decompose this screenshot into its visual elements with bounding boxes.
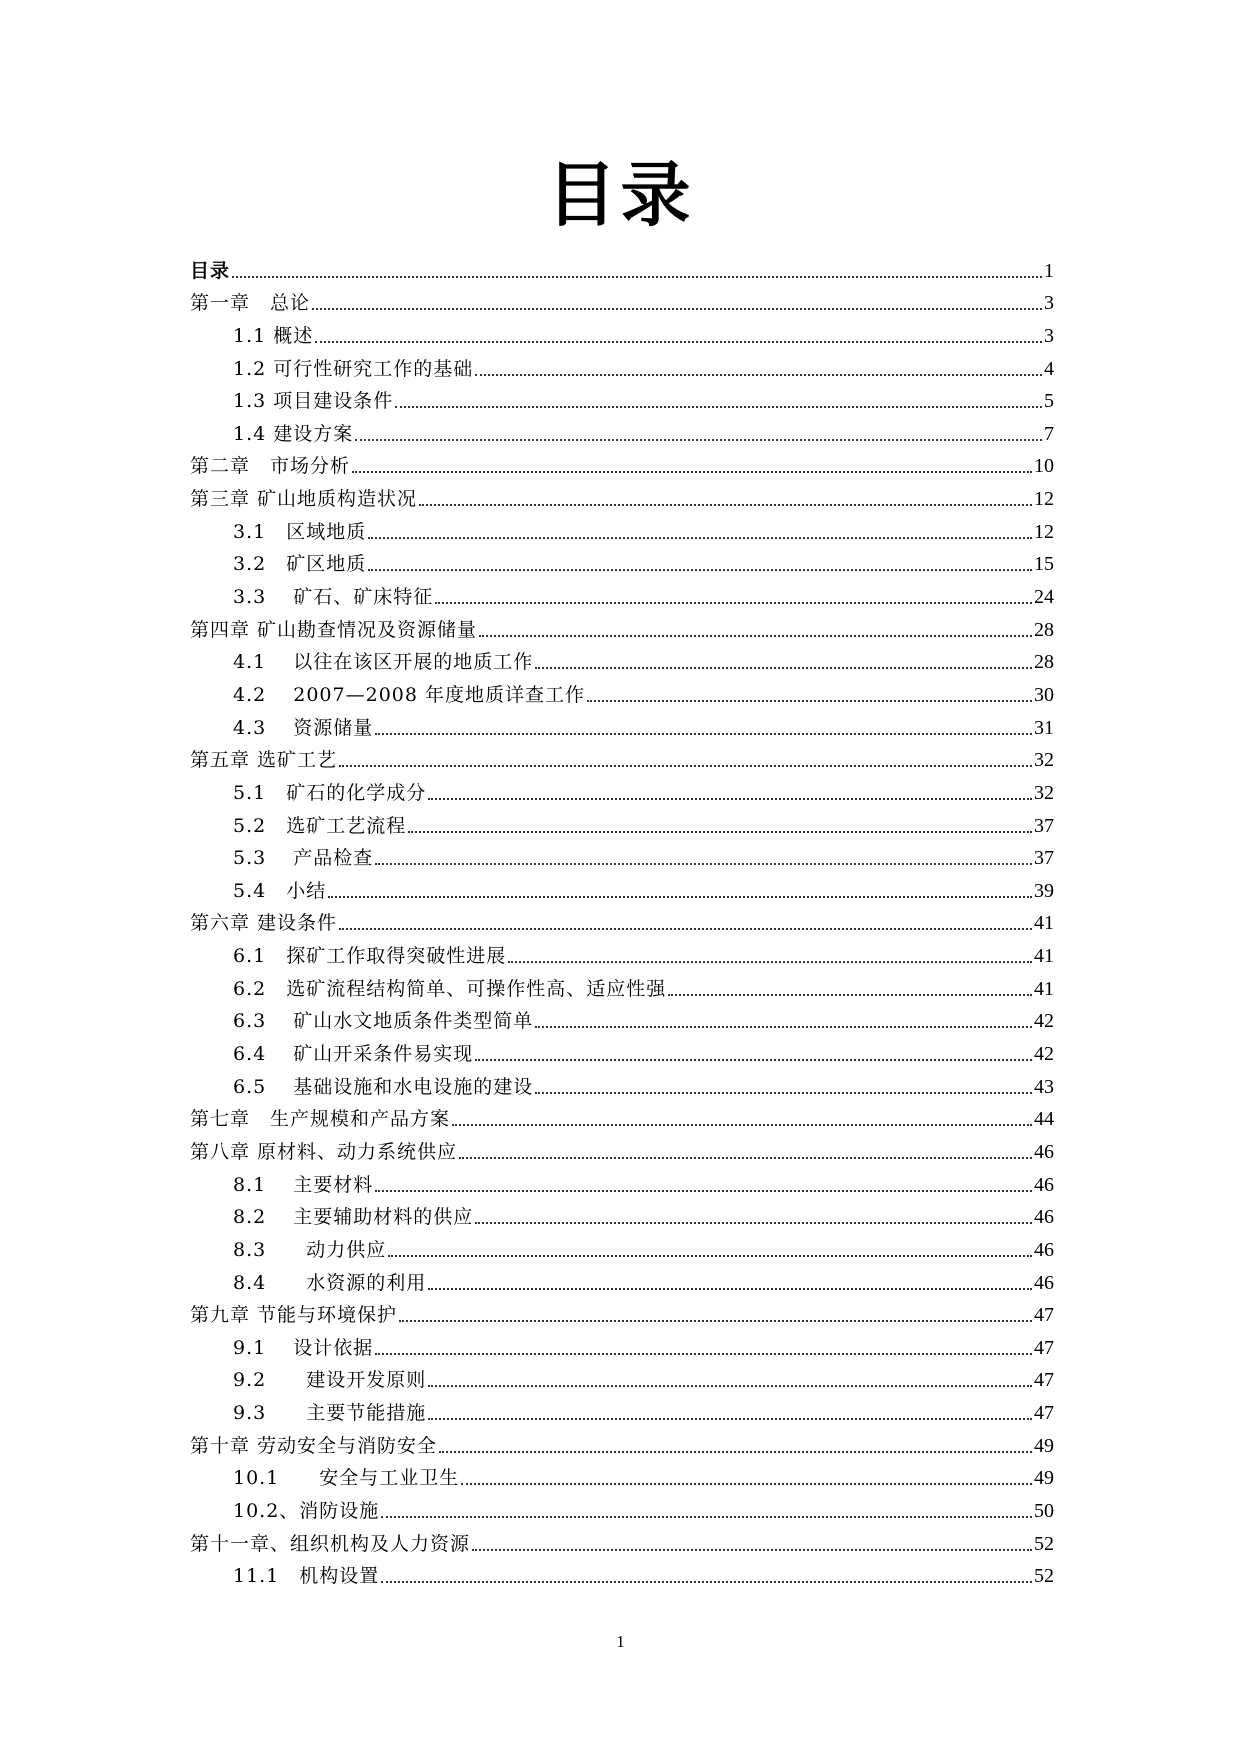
dot-leader: [535, 1092, 1032, 1094]
toc-entry-page-number: 47: [1034, 1304, 1054, 1327]
dot-leader: [339, 928, 1032, 930]
toc-entry[interactable]: [190, 1068, 1054, 1101]
toc-entry-page-number: 42: [1034, 1043, 1054, 1066]
toc-entry-label: 8.2 主要辅助材料的供应: [233, 1206, 474, 1229]
toc-entry-label: 第一章 总论: [190, 292, 311, 315]
toc-entry-label: 3.1 区域地质: [233, 520, 367, 543]
dot-leader: [375, 863, 1032, 865]
dot-leader: [355, 439, 1042, 441]
toc-entry-page-number: 52: [1034, 1565, 1054, 1588]
toc-entry[interactable]: [190, 1264, 1054, 1297]
toc-entry-label: 3.2 矿区地质: [233, 553, 367, 576]
toc-entry-label: 10.1 安全与工业卫生: [233, 1467, 460, 1490]
dot-leader: [381, 1516, 1032, 1518]
toc-entry-page-number: 46: [1034, 1271, 1054, 1294]
dot-leader: [475, 1222, 1032, 1224]
dot-leader: [339, 765, 1032, 767]
toc-entry-page-number: 44: [1034, 1108, 1054, 1131]
dot-leader: [419, 504, 1032, 506]
toc-entry[interactable]: [190, 1035, 1054, 1068]
toc-entry-label: 5.2 选矿工艺流程: [233, 814, 407, 837]
toc-entry-page-number: 50: [1034, 1499, 1054, 1522]
toc-entry-page-number: 12: [1034, 488, 1054, 511]
toc-entry[interactable]: [190, 644, 1054, 677]
dot-leader: [368, 569, 1032, 571]
toc-entry[interactable]: [190, 1427, 1054, 1460]
toc-entry-page-number: 47: [1034, 1402, 1054, 1425]
toc-entry[interactable]: [190, 546, 1054, 579]
toc-entry[interactable]: [190, 1460, 1054, 1493]
toc-entry[interactable]: [190, 872, 1054, 905]
toc-entry-label: 1.1 概述: [233, 324, 314, 347]
toc-entry[interactable]: [190, 774, 1054, 807]
toc-entry[interactable]: [190, 1394, 1054, 1427]
toc-entry-page-number: 7: [1044, 422, 1054, 445]
toc-entry-label: 1.2 可行性研究工作的基础: [233, 357, 474, 380]
toc-entry[interactable]: [190, 905, 1054, 938]
toc-entry-page-number: 41: [1034, 945, 1054, 968]
toc-entry-label: 第四章 矿山勘查情况及资源储量: [190, 618, 478, 641]
toc-entry[interactable]: [190, 252, 1054, 285]
dot-leader: [395, 406, 1042, 408]
toc-entry-page-number: 46: [1034, 1173, 1054, 1196]
toc-entry[interactable]: [190, 1329, 1054, 1362]
dot-leader: [479, 635, 1032, 637]
dot-leader: [508, 961, 1032, 963]
toc-entry[interactable]: [190, 1101, 1054, 1134]
toc-entry[interactable]: [190, 1003, 1054, 1036]
toc-entry[interactable]: [190, 970, 1054, 1003]
toc-entry-label: 5.4 小结: [233, 879, 327, 902]
toc-entry-label: 4.2 2007—2008 年度地质详查工作: [233, 683, 586, 706]
page-title: 目录: [546, 154, 695, 236]
dot-leader: [399, 1320, 1032, 1322]
dot-leader: [475, 374, 1042, 376]
toc-entry-label: 5.1 矿石的化学成分: [233, 781, 427, 804]
dot-leader: [312, 308, 1042, 310]
dot-leader: [352, 471, 1032, 473]
toc-entry[interactable]: [190, 1525, 1054, 1558]
toc-entry-page-number: 3: [1044, 292, 1054, 315]
toc-entry-page-number: 46: [1034, 1140, 1054, 1163]
toc-entry-label: 5.3 产品检查: [233, 847, 374, 870]
toc-entry-label: 3.3 矿石、矿床特征: [233, 586, 434, 609]
dot-leader: [428, 798, 1032, 800]
toc-entry-label: 6.1 探矿工作取得突破性进展: [233, 945, 507, 968]
toc-entry[interactable]: [190, 1231, 1054, 1264]
dot-leader: [452, 1124, 1032, 1126]
dot-leader: [535, 667, 1032, 669]
toc-entry-page-number: 32: [1034, 749, 1054, 772]
toc-entry-page-number: 37: [1034, 847, 1054, 870]
dot-leader: [428, 1418, 1032, 1420]
toc-entry[interactable]: [190, 1492, 1054, 1525]
dot-leader: [475, 1059, 1032, 1061]
dot-leader: [388, 1255, 1032, 1257]
toc-entry-label: 8.4 水资源的利用: [233, 1271, 427, 1294]
toc-entry[interactable]: [190, 350, 1054, 383]
toc-entry-page-number: 41: [1034, 977, 1054, 1000]
dot-leader: [428, 1288, 1032, 1290]
toc-entry[interactable]: [190, 1199, 1054, 1232]
toc-entry-label: 6.2 选矿流程结构简单、可操作性高、适应性强: [233, 977, 667, 1000]
dot-leader: [232, 276, 1042, 278]
toc-entry[interactable]: [190, 1297, 1054, 1330]
toc-entry-label: 第五章 选矿工艺: [190, 749, 338, 772]
toc-entry-page-number: 3: [1044, 324, 1054, 347]
dot-leader: [375, 733, 1032, 735]
toc-entry-page-number: 39: [1034, 879, 1054, 902]
toc-entry-label: 第九章 节能与环境保护: [190, 1304, 398, 1327]
toc-entry[interactable]: [190, 1362, 1054, 1395]
toc-entry[interactable]: [190, 448, 1054, 481]
toc-entry-page-number: 41: [1034, 912, 1054, 935]
dot-leader: [408, 831, 1032, 833]
table-of-contents: [190, 252, 1054, 1590]
toc-entry[interactable]: [190, 578, 1054, 611]
toc-entry[interactable]: [190, 383, 1054, 416]
dot-leader: [315, 341, 1042, 343]
toc-entry-label: 4.1 以往在该区开展的地质工作: [233, 651, 534, 674]
toc-entry-label: 第十章 劳动安全与消防安全: [190, 1434, 438, 1457]
toc-entry-label: 9.2 建设开发原则: [233, 1369, 427, 1392]
toc-entry[interactable]: [190, 611, 1054, 644]
toc-entry-label: 第七章 生产规模和产品方案: [190, 1108, 451, 1131]
dot-leader: [428, 1385, 1032, 1387]
toc-entry[interactable]: [190, 415, 1054, 448]
toc-entry-page-number: 46: [1034, 1238, 1054, 1261]
toc-entry-page-number: 49: [1034, 1467, 1054, 1490]
toc-entry-page-number: 37: [1034, 814, 1054, 837]
toc-entry-label: 9.3 主要节能措施: [233, 1402, 427, 1425]
toc-entry-page-number: 32: [1034, 781, 1054, 804]
toc-entry-label: 9.1 设计依据: [233, 1336, 374, 1359]
toc-entry-label: 4.3 资源储量: [233, 716, 374, 739]
toc-entry-page-number: 1: [1044, 259, 1054, 282]
dot-leader: [328, 896, 1032, 898]
toc-entry[interactable]: [190, 937, 1054, 970]
dot-leader: [439, 1451, 1032, 1453]
toc-entry-page-number: 10: [1034, 455, 1054, 478]
toc-entry-label: 第六章 建设条件: [190, 912, 338, 935]
toc-entry-page-number: 28: [1034, 651, 1054, 674]
toc-entry-page-number: 47: [1034, 1336, 1054, 1359]
dot-leader: [535, 1026, 1032, 1028]
dot-leader: [472, 1549, 1032, 1551]
toc-entry-label: 第八章 原材料、动力系统供应: [190, 1140, 458, 1163]
toc-entry[interactable]: [190, 1558, 1054, 1591]
toc-entry-page-number: 30: [1034, 683, 1054, 706]
dot-leader: [368, 537, 1032, 539]
toc-entry[interactable]: [190, 1166, 1054, 1199]
toc-entry[interactable]: [190, 480, 1054, 513]
toc-entry[interactable]: [190, 709, 1054, 742]
toc-entry-label: 第三章 矿山地质构造状况: [190, 488, 418, 511]
dot-leader: [587, 700, 1032, 702]
toc-entry-page-number: 52: [1034, 1532, 1054, 1555]
dot-leader: [375, 1353, 1032, 1355]
toc-entry-label: 1.4 建设方案: [233, 422, 354, 445]
toc-entry[interactable]: [190, 285, 1054, 318]
toc-entry[interactable]: [190, 676, 1054, 709]
toc-entry[interactable]: [190, 317, 1054, 350]
toc-entry-label: 目录: [190, 259, 231, 282]
toc-entry-page-number: 15: [1034, 553, 1054, 576]
page-number: 1: [616, 1632, 625, 1651]
toc-entry-label: 6.4 矿山开采条件易实现: [233, 1043, 474, 1066]
toc-entry[interactable]: [190, 1133, 1054, 1166]
toc-entry-page-number: 43: [1034, 1075, 1054, 1098]
toc-entry[interactable]: [190, 742, 1054, 775]
dot-leader: [461, 1483, 1032, 1485]
toc-entry[interactable]: [190, 807, 1054, 840]
toc-entry[interactable]: [190, 840, 1054, 873]
toc-entry[interactable]: [190, 513, 1054, 546]
toc-entry-label: 8.3 动力供应: [233, 1238, 387, 1261]
toc-entry-page-number: 4: [1044, 357, 1054, 380]
toc-entry-label: 第十一章、组织机构及人力资源: [190, 1532, 471, 1555]
toc-entry-page-number: 46: [1034, 1206, 1054, 1229]
toc-entry-page-number: 12: [1034, 520, 1054, 543]
dot-leader: [435, 602, 1032, 604]
toc-entry-page-number: 5: [1044, 390, 1054, 413]
toc-entry-page-number: 24: [1034, 586, 1054, 609]
dot-leader: [668, 994, 1032, 996]
dot-leader: [375, 1190, 1032, 1192]
toc-entry-label: 10.2、消防设施: [233, 1499, 380, 1522]
toc-entry-page-number: 31: [1034, 716, 1054, 739]
dot-leader: [381, 1581, 1032, 1583]
toc-entry-page-number: 28: [1034, 618, 1054, 641]
toc-entry-label: 第二章 市场分析: [190, 455, 351, 478]
toc-entry-page-number: 47: [1034, 1369, 1054, 1392]
toc-entry-page-number: 42: [1034, 1010, 1054, 1033]
toc-entry-label: 6.5 基础设施和水电设施的建设: [233, 1075, 534, 1098]
dot-leader: [459, 1157, 1032, 1159]
toc-entry-label: 11.1 机构设置: [233, 1565, 380, 1588]
toc-entry-label: 1.3 项目建设条件: [233, 390, 394, 413]
toc-entry-label: 6.3 矿山水文地质条件类型简单: [233, 1010, 534, 1033]
toc-entry-label: 8.1 主要材料: [233, 1173, 374, 1196]
toc-entry-page-number: 49: [1034, 1434, 1054, 1457]
